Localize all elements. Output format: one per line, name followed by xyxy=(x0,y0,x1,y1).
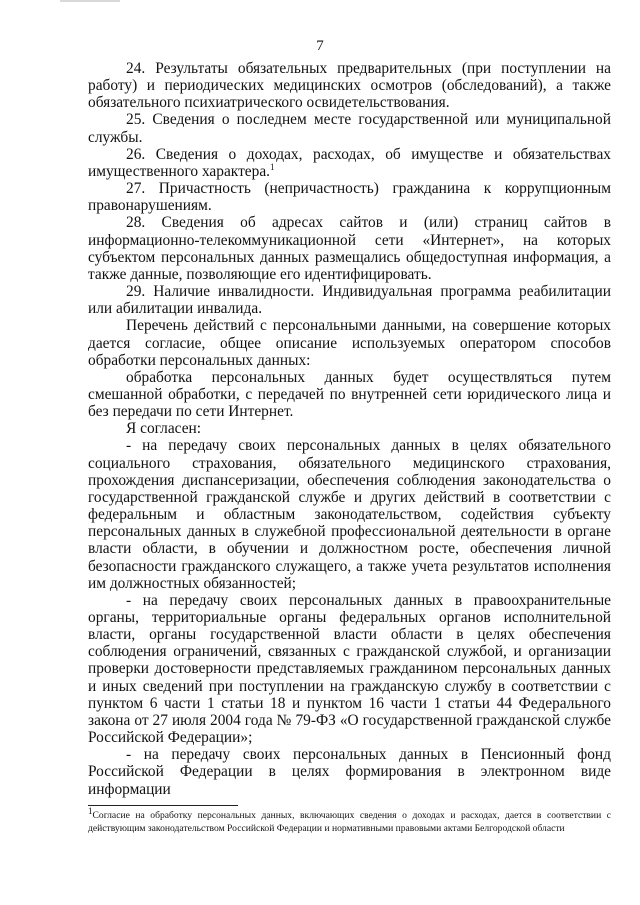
paragraph-item-24: 24. Результаты обязательных предварительных (при поступлении на работу) и периодических медицинских осмотров (обследований), а также обязательного психиатрического освидетельствования. xyxy=(88,60,611,112)
footnote-reference: 1 xyxy=(270,161,275,172)
scan-artifact xyxy=(60,0,120,2)
paragraph-item-27: 27. Причастность (непричастность) гражданина к коррупционным правонарушениям. xyxy=(88,180,611,215)
paragraph-item-29: 29. Наличие инвалидности. Индивидуальная программа реабилитации или абилитации инвалида. xyxy=(88,283,611,318)
paragraph-processing-method: обработка персональных данных будет осуществляться путем смешанной обработки, с передачей по внутренней сети юридического лица и без передачи по сети Интернет. xyxy=(88,368,611,421)
paragraph-actions-list: Перечень действий с персональными данными, на совершение которых дается согласие, общее описание используемых оператором способов обработки персональных данных: xyxy=(88,317,611,369)
footnote xyxy=(88,805,611,835)
paragraph-consent-heading: Я согласен: xyxy=(126,420,202,438)
footnote-text: Согласие на обработку персональных данных, включающих сведения о доходах и расходах, дается в соответствии с действующим законодательством Российской Федерации и нормативными правовыми актами Белгородской области xyxy=(88,810,611,834)
paragraph-item-26-text: 26. Сведения о доходах, расходах, об имуществе и обязательствах имущественного характера. xyxy=(88,145,611,180)
paragraph-consent-pension-fund: - на передачу своих персональных данных в Пенсионный фонд Российской Федерации в целях формирования в электронном виде информации xyxy=(88,746,611,798)
footnote-marker: 1 xyxy=(88,805,93,816)
paragraph-item-26 xyxy=(88,146,611,180)
paragraph-consent-social-insurance: - на передачу своих персональных данных в целях обязательного социального страхования, обязательного медицинского страхования, прохождения диспансеризации, обеспечения соблюдения законодательства о государственной гражданской службе и других действий в соответствии с федеральным и областным законодательством, содействия субъекту персональных данных в служебной профессиональной деятельности в органе власти области, в обучении и должностном росте, обеспечения личной безопасности гражданского служащего, а также учета результатов исполнения им должностных обязанностей; xyxy=(88,437,611,592)
page-number: 7 xyxy=(316,38,324,54)
footnote-divider xyxy=(88,805,238,806)
document-body xyxy=(88,60,611,798)
paragraph-item-28: 28. Сведения об адресах сайтов и (или) страниц сайтов в информационно-телекоммуникационной сети «Интернет», на которых субъектом персональных данных размещались общедоступная информация, а также данные, позволяющие его идентифицировать. xyxy=(88,214,611,283)
paragraph-consent-law-enforcement: - на передачу своих персональных данных в правоохранительные органы, территориальные органы федеральных органов исполнительной власти, органы государственной власти области в целях обеспечения соблюдения ограничений, связанных с гражданской службой, и организации проверки достоверности представляемых гражданином персональных данных и иных сведений при поступлении на гражданскую службу в соответствии с пунктом 6 части 1 статьи 18 и пунктом 16 части 1 статьи 44 Федерального закона от 27 июля 2004 года № 79-ФЗ «О государственной гражданской службе Российской Федерации»; xyxy=(88,591,611,747)
paragraph-item-25: 25. Сведения о последнем месте государственной или муниципальной службы. xyxy=(88,111,611,146)
